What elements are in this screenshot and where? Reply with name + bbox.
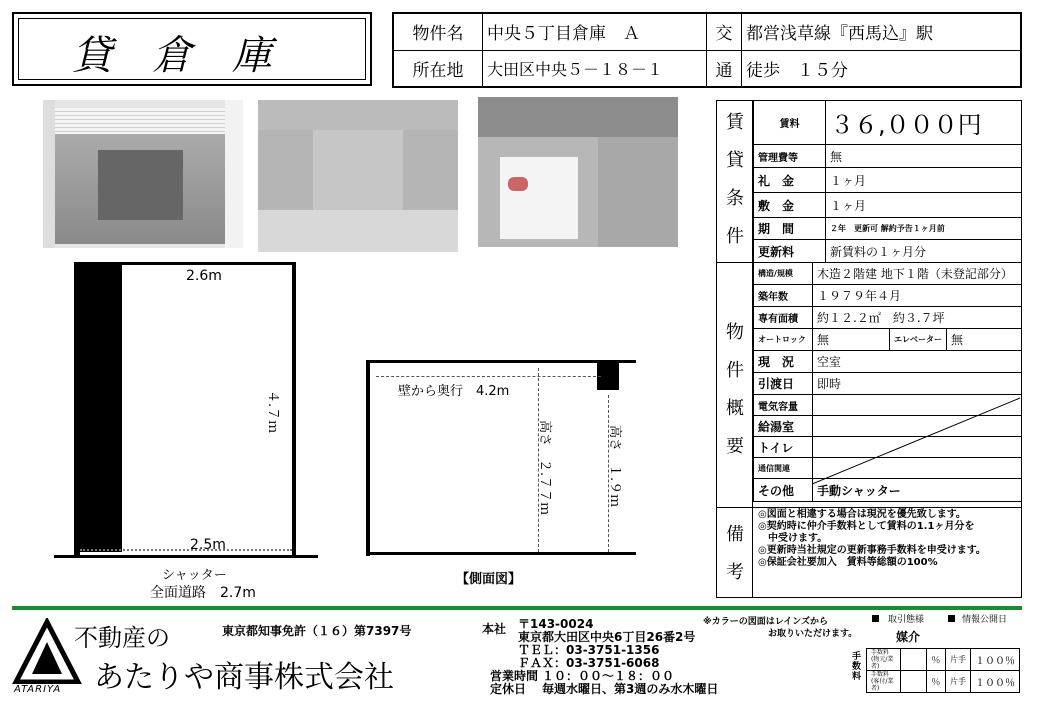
empty-fields-diagonal [812, 396, 1022, 486]
license: 東京都知事免許（１６）第7397号 [222, 624, 412, 638]
section-caption: 【側面図】 [456, 572, 522, 587]
traffic-label-2: 通 [707, 50, 742, 87]
fee-label: 手数料 [852, 652, 862, 682]
legend-square-1 [872, 615, 879, 622]
plan-bottom-dim: 2.5m [190, 537, 226, 553]
color-note-2: お取りいただけます。 [768, 629, 858, 639]
address-value: 大田区中央５－１８－１ [483, 50, 707, 87]
traffic-label-1: 交 [707, 13, 742, 50]
address-label: 所在地 [393, 50, 483, 87]
section-height-2: 高さ １.９ｍ [607, 425, 622, 508]
photo-interior-1 [258, 100, 458, 252]
walk: 徒歩 １５分 [742, 50, 1022, 87]
name-value: 中央５丁目倉庫 Ａ [483, 13, 707, 50]
green-divider [12, 606, 1022, 610]
rent-label: 賃料 [754, 101, 826, 145]
section-height-1: 高さ ２.７７ｍ [537, 420, 552, 516]
photo-exterior [43, 100, 243, 248]
broker-type: 媒介 [896, 630, 921, 644]
fee-table: 手数料 (物元/業者) ％ 片手 １００％ 手数料 (客付/業者) ％ 片手 １００％ [866, 648, 1020, 693]
plan-top-dim: 2.6m [186, 268, 222, 284]
color-note-1: ※カラーの図面はレインズから [703, 617, 829, 627]
hq-label: 本社 [482, 622, 507, 636]
overview-table: 構造/規模 木造２階建 地下１階（未登記部分） 築年数 １９７９年４月 専有面積 約１２.２㎡ 約３.７坪 オートロック 無 エレベーター 無 現 況 空室 引渡日 即時 電気容量 給湯室 トイレ 通信関連 その他 手動シャッター [753, 262, 1022, 502]
page-title: 貸倉庫 [72, 33, 312, 79]
property-header-table [392, 12, 1022, 88]
name-label: 物件名 [393, 13, 483, 50]
legend-square-2 [948, 615, 955, 622]
plan-shutter: シャッター [162, 568, 227, 583]
title-box [12, 12, 372, 86]
section-depth: 壁から奥行 4.2m [398, 384, 510, 399]
hours-labels: 営業時間 定休日 [490, 669, 539, 696]
company-line1: 不動産の [74, 624, 170, 652]
company-contact: 〒143-0024 東京都大田区中央6丁目26番2号 ＴＥＬ：03-3751-1356 ＦＡＸ：03-3751-6068 [518, 617, 696, 670]
company-name: あたりや商事株式会社 [94, 660, 394, 695]
legend-1: 取引態様 [888, 615, 925, 625]
lease-table: 賃料 ３６,０００円 管理費等 無 礼 金 １ヶ月 敷 金 １ヶ月 期 間 ２年 更新可 解約予告１ヶ月前 更新料 新賃料の１ヶ月分 [753, 100, 1022, 263]
photo-interior-2 [478, 97, 678, 247]
company-logo-text: ATARIYA [14, 684, 62, 695]
plan-side-dim: ４.７ｍ [265, 390, 280, 434]
remarks-text: ◎図面と相違する場合は現況を優先致します。 ◎契約時に仲介手数料として賃料の1.1ヶ月分を 中受けます。 ◎更新時当社規定の更新事務手数料を申受けます。 ◎保証会社要加入 賃料等総額の100% [758, 509, 986, 568]
hours-values: １０：００～１８：００ 毎週水曜日、第3週のみ水木曜日 [542, 669, 719, 696]
rent-value: ３６,０００円 [825, 101, 1021, 145]
legend-2: 情報公開日 [962, 615, 1008, 625]
plan-road: 全面道路 2.7m [150, 585, 256, 601]
station: 都営浅草線『西馬込』駅 [742, 13, 1022, 50]
